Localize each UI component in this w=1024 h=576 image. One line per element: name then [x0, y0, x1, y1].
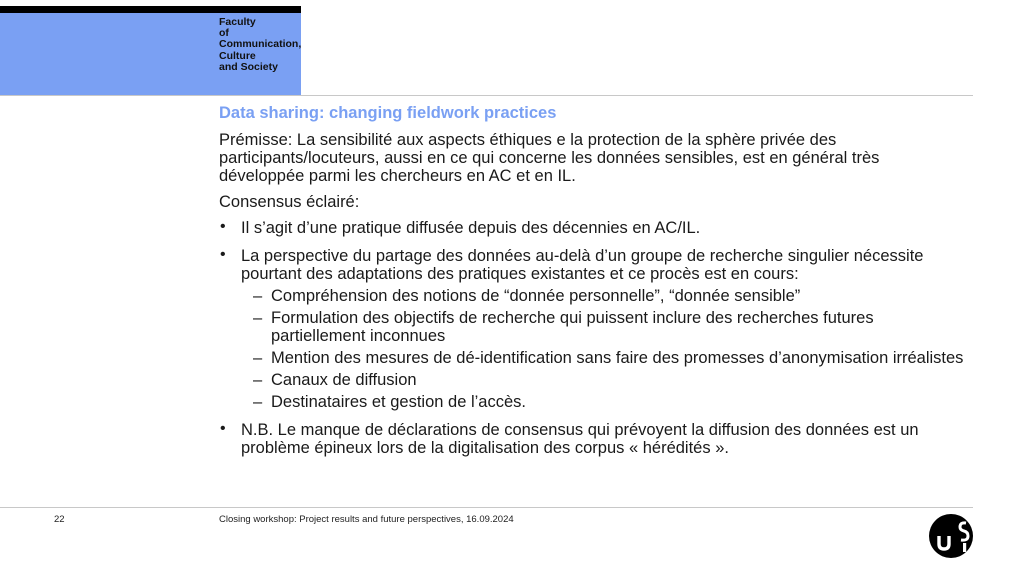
- sub-item-text: Formulation des objectifs de recherche qui puissent inclure des recherches futures partiellement inconnues: [271, 309, 874, 345]
- dash-icon: –: [253, 371, 263, 389]
- bullet-icon: •: [220, 218, 226, 235]
- sub-item-text: Compréhension des notions de “donnée personnelle”, “donnée sensible”: [271, 287, 801, 305]
- premise-paragraph: Prémisse: La sensibilité aux aspects éthiques e la protection de la sphère privée des participants/locuteurs, aussi en ce qui concerne les données sensibles, est en général très développée parmi les chercheurs en AC et en IL.: [219, 131, 880, 185]
- faculty-line: Culture: [219, 49, 256, 62]
- faculty-banner: [0, 13, 301, 95]
- bullet-text: N.B. Le manque de déclarations de consensus qui prévoyent la diffusion des données est un problème épineux lors de la digitalisation des corpus « hérédités ».: [241, 421, 919, 457]
- slide-title: Data sharing: changing fieldwork practices: [219, 104, 557, 122]
- faculty-line: and Society: [219, 60, 278, 73]
- usi-logo-icon: [929, 514, 973, 558]
- header-divider: [0, 95, 973, 96]
- sub-item: [219, 393, 964, 411]
- dash-icon: –: [253, 309, 263, 327]
- bullet-icon: •: [220, 420, 226, 437]
- consensus-label: Consensus éclairé:: [219, 193, 360, 211]
- faculty-name: [219, 17, 301, 73]
- bullet-icon: •: [220, 246, 226, 263]
- slide-body: [219, 131, 964, 467]
- page-number: 22: [54, 514, 65, 525]
- bullet-text: La perspective du partage des données au-delà d’un groupe de recherche singulier nécessite pourtant des adaptations des pratiques existantes et ce procès est en cours:: [241, 247, 924, 283]
- sub-item: [219, 349, 964, 367]
- dash-icon: –: [253, 349, 263, 367]
- sub-item-text: Destinataires et gestion de l’accès.: [271, 393, 526, 411]
- dash-icon: –: [253, 287, 263, 305]
- bullet-item: [219, 421, 964, 457]
- footer-divider: [0, 507, 973, 508]
- sub-item: [219, 287, 964, 305]
- header-top-bar: [0, 6, 301, 13]
- bullet-item: [219, 247, 964, 283]
- sub-item: [219, 309, 964, 345]
- faculty-line: Communication,: [219, 38, 302, 51]
- dash-icon: –: [253, 393, 263, 411]
- sub-item-text: Canaux de diffusion: [271, 371, 417, 389]
- faculty-line: of: [219, 27, 229, 40]
- logo-letter-i: [963, 543, 966, 552]
- sub-item-text: Mention des mesures de dé-identification sans faire des promesses d’anonymisation irréalistes: [271, 349, 964, 367]
- sub-item: [219, 371, 964, 389]
- footer-caption: Closing workshop: Project results and future perspectives, 16.09.2024: [219, 514, 514, 525]
- logo-circle: [929, 514, 973, 558]
- bullet-item: [219, 219, 964, 237]
- faculty-line: Faculty: [219, 16, 256, 28]
- bullet-text: Il s’agit d’une pratique diffusée depuis des décennies en AC/IL.: [241, 219, 701, 237]
